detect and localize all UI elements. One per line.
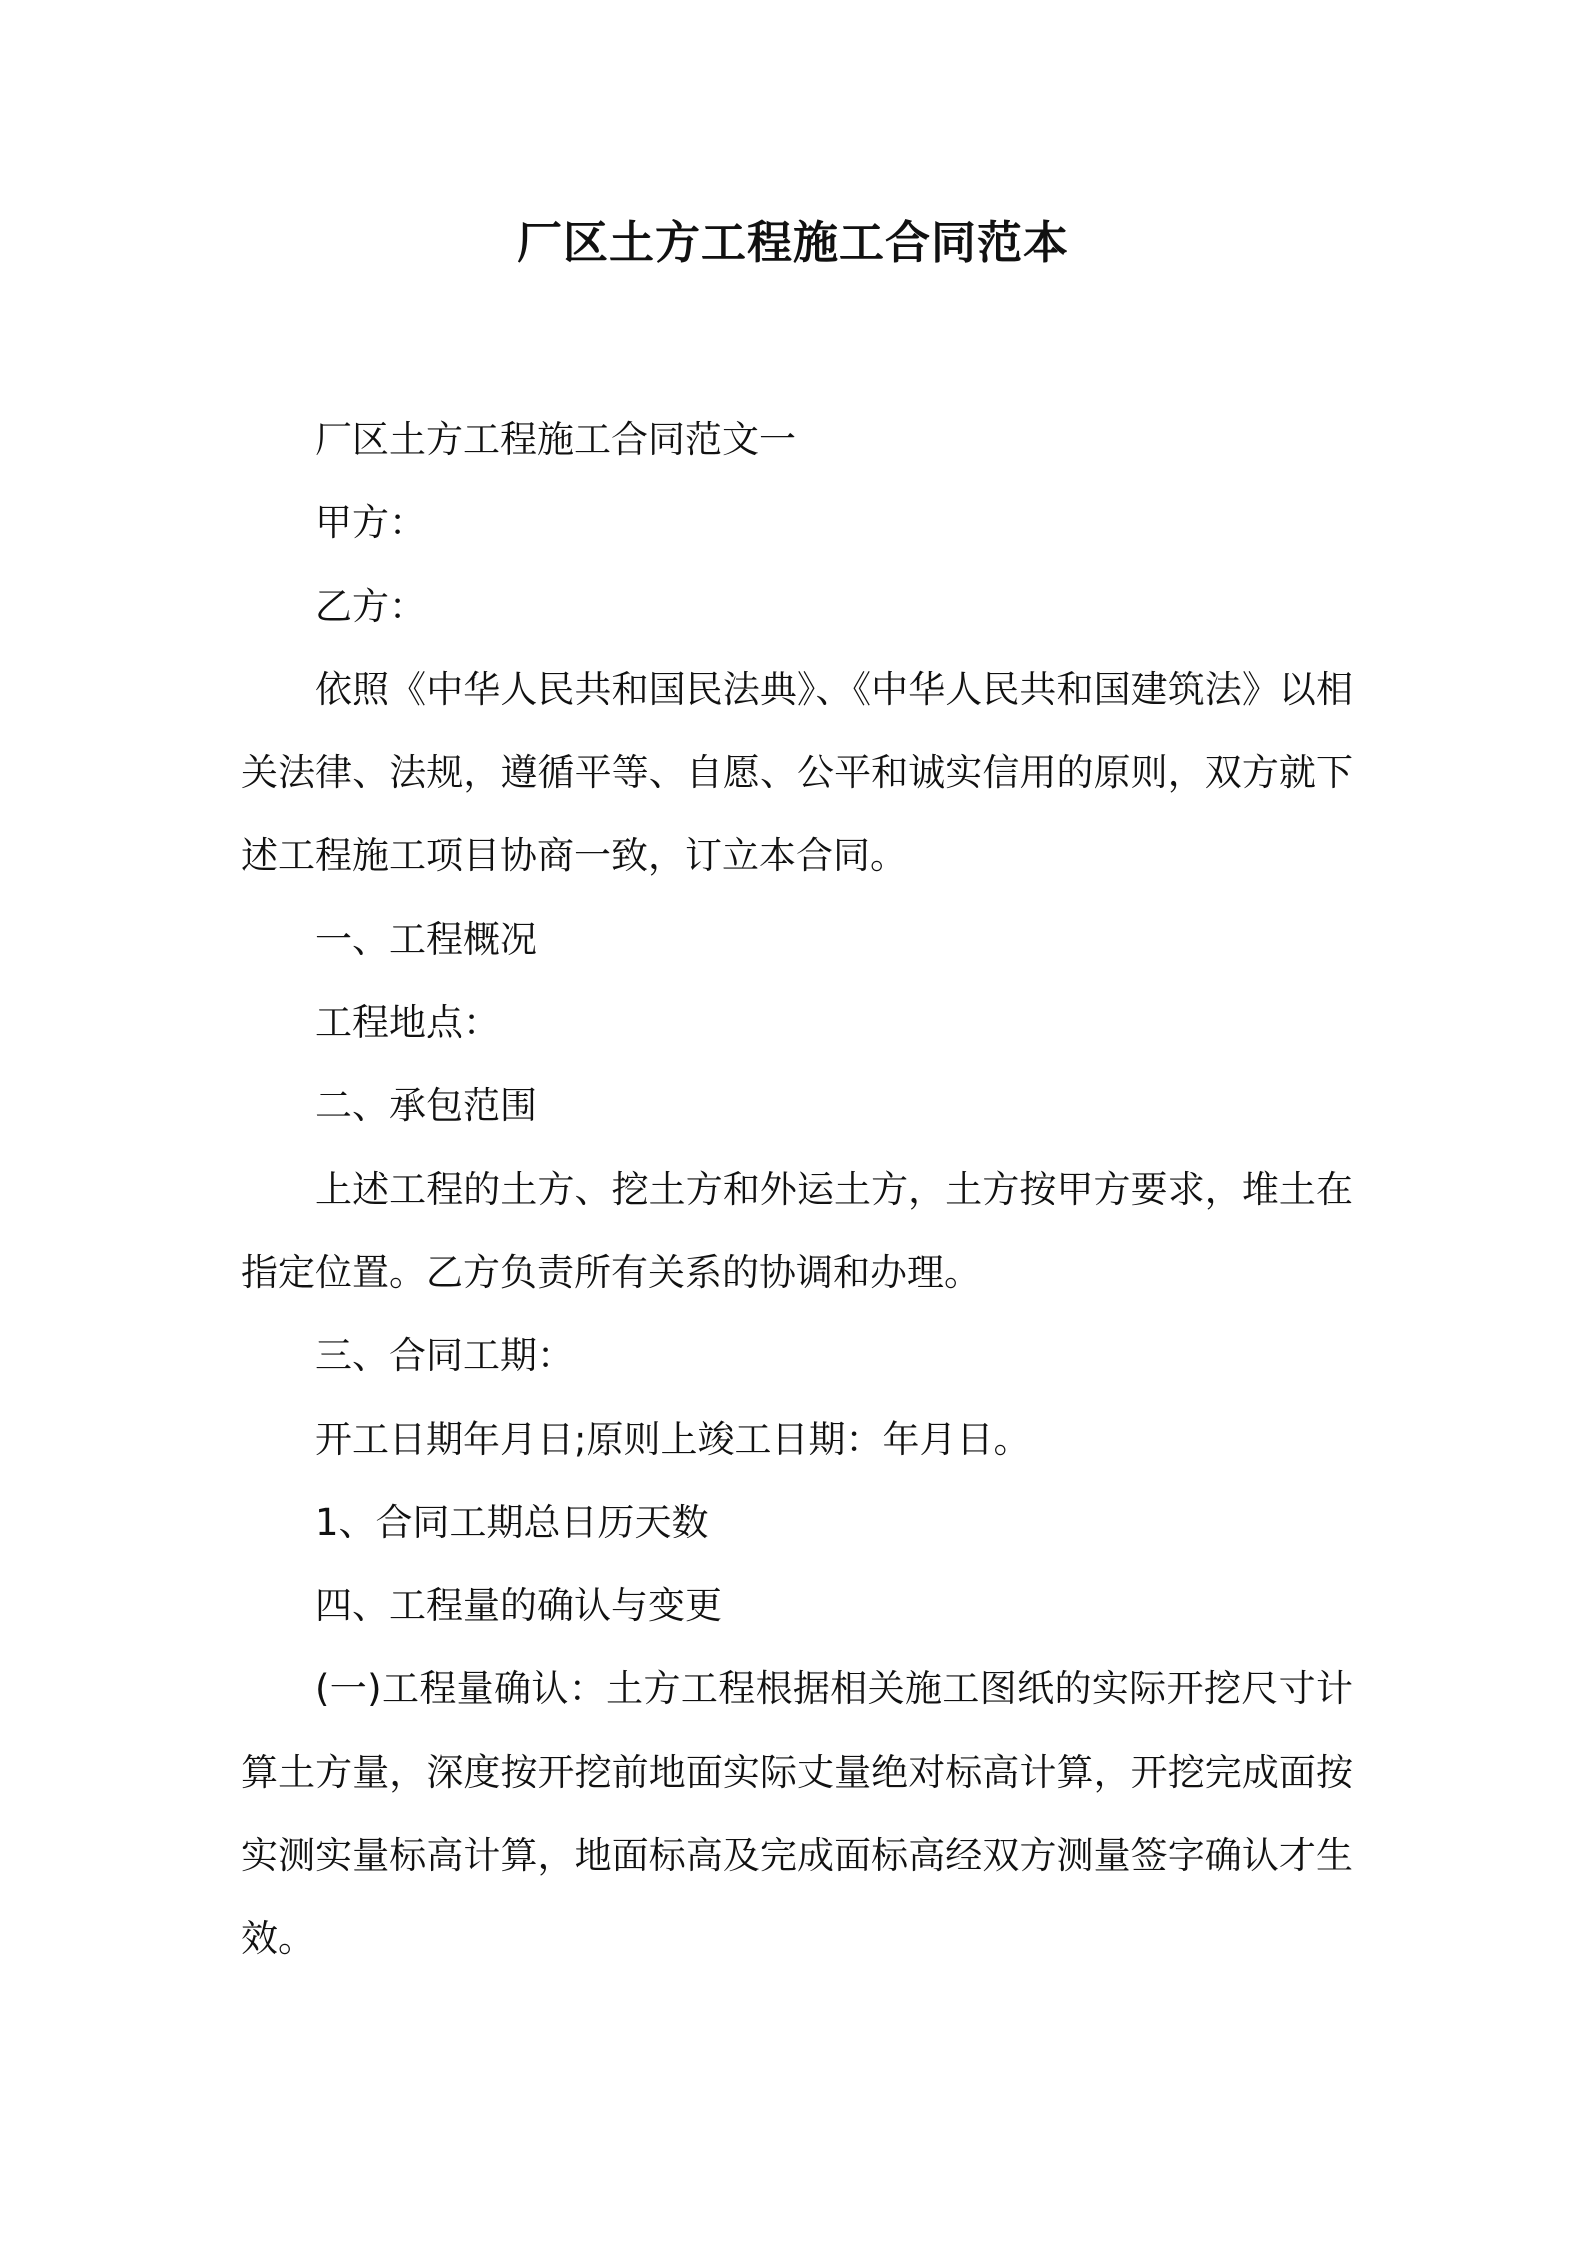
paragraph-location: 工程地点：: [315, 1001, 500, 1045]
section-heading-overview: 一、工程概况: [315, 917, 537, 961]
paragraph-total-days: 1、合同工期总日历天数: [315, 1500, 709, 1544]
document-title: 厂区土方工程施工合同范本: [516, 216, 1069, 269]
paragraph-dates: 开工日期年月日;原则上竣工日期：年月日。: [315, 1417, 1031, 1461]
section-heading-quantity: 四、工程量的确认与变更: [315, 1584, 722, 1628]
section-heading-duration: 三、合同工期：: [315, 1334, 574, 1378]
paragraph-scope: 上述工程的土方、挖土方和外运土方，土方按甲方要求，堆土在指定位置。乙方负责所有关系的协调和办理。: [241, 1167, 1353, 1294]
section-heading-scope: 二、承包范围: [315, 1084, 537, 1128]
document-body: [241, 398, 1353, 1981]
paragraph-quantity-confirmation: (一)工程量确认：土方工程根据相关施工图纸的实际开挖尺寸计算土方量，深度按开挖前地面实际丈量绝对标高计算，开挖完成面按实测实量标高计算，地面标高及完成面标高经双方测量签字确认才生效。: [241, 1667, 1353, 1961]
paragraph-party-b: 乙方：: [315, 584, 426, 628]
paragraph-subtitle: 厂区土方工程施工合同范文一: [315, 418, 796, 461]
paragraph-party-a: 甲方：: [315, 501, 426, 545]
paragraph-preamble: 依照《中华人民共和国民法典》、《中华人民共和国建筑法》以相关法律、法规，遵循平等、自愿、公平和诚实信用的原则，双方就下述工程施工项目协商一致，订立本合同。: [241, 667, 1353, 878]
